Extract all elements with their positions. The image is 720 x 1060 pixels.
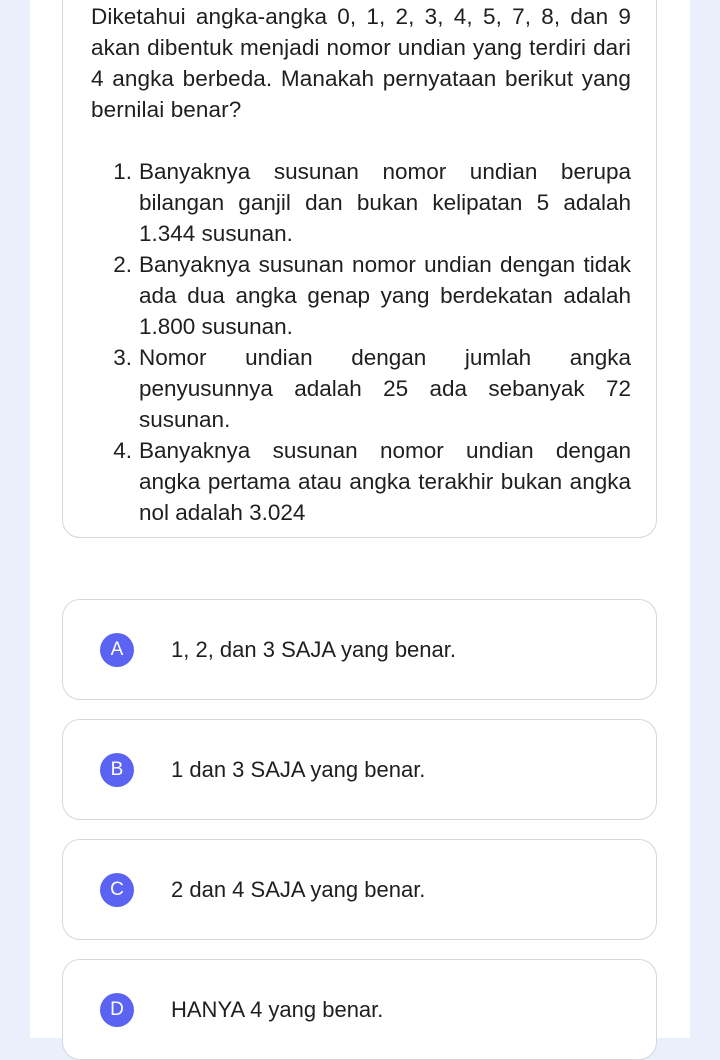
statement-item (91, 342, 631, 435)
statement-text: Nomor undian dengan jumlah angka penyusunnya adalah 25 ada sebanyak 72 susunan. (139, 345, 631, 432)
statement-text: Banyaknya susunan nomor undian dengan angka pertama atau angka terakhir bukan angka nol adalah 3.024 (139, 438, 631, 525)
statement-item (91, 249, 631, 342)
option-letter-badge: C (100, 873, 134, 907)
option-d[interactable] (62, 959, 657, 1060)
option-b[interactable] (62, 719, 657, 820)
statement-item (91, 156, 631, 249)
option-c[interactable] (62, 839, 657, 940)
question-text: Diketahui angka-angka 0, 1, 2, 3, 4, 5, 7, 8, dan 9 akan dibentuk menjadi nomor undian yang terdiri dari 4 angka berbeda. Manakah pernyataan berikut yang bernilai benar? (91, 4, 631, 122)
statement-list (91, 156, 631, 528)
statement-number: 2. (113, 252, 132, 277)
option-a[interactable] (62, 599, 657, 700)
option-text: HANYA 4 yang benar. (171, 997, 384, 1022)
option-letter-badge: B (100, 753, 134, 787)
statement-number: 1. (113, 159, 132, 184)
statement-text: Banyaknya susunan nomor undian dengan tidak ada dua angka genap yang berdekatan adalah 1.800 susunan. (139, 252, 631, 339)
statement-number: 3. (113, 345, 132, 370)
statement-item (91, 435, 631, 528)
option-text: 2 dan 4 SAJA yang benar. (171, 877, 426, 902)
quiz-page (30, 0, 690, 1038)
option-text: 1 dan 3 SAJA yang benar. (171, 757, 426, 782)
statement-text: Banyaknya susunan nomor undian berupa bilangan ganjil dan bukan kelipatan 5 adalah 1.344 susunan. (139, 159, 631, 246)
question-content (91, 1, 631, 525)
statement-number: 4. (113, 438, 132, 463)
option-letter-badge: D (100, 993, 134, 1027)
option-letter-badge: A (100, 633, 134, 667)
option-text: 1, 2, dan 3 SAJA yang benar. (171, 637, 456, 662)
question-card (62, 0, 657, 538)
